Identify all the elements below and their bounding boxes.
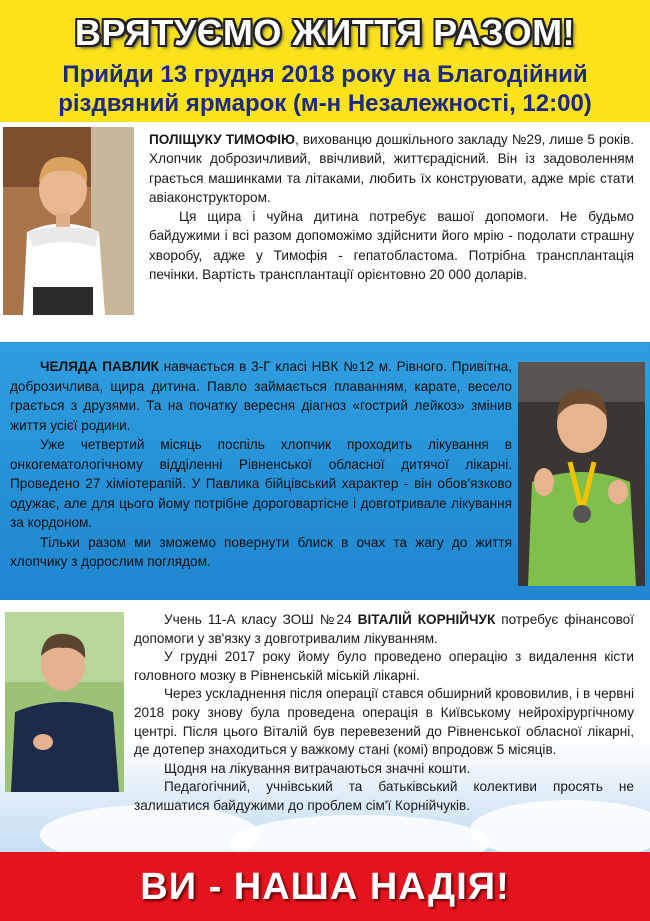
story-paragraph: , вихованцю дошкільного закладу №29, лише 5 років. Хлопчик доброзичливий, ввічливий, життєрадісний. Він із задоволенням грається машинками та літаками, любить їх конструювати, адже мріє стати авіаконструктором. — [149, 132, 634, 205]
story-paragraph: Ця щира і чуйна дитина потребує вашої допомоги. Не будьмо байдужими і всі разом допоможімо здійснити його мрію - подолати страшну хворобу, адже у Тимофія - гепатобластома. Потрібна трансплантація печінки. Вартість трансплантації орієнтовно 20 000 доларів. — [149, 209, 634, 283]
photo-pavlyk — [518, 362, 645, 586]
footer-banner — [0, 852, 650, 921]
story-paragraph: У грудні 2017 року йому було проведено операцію з видалення кісти головного мозку в Рівненській міській лікарні. — [134, 649, 634, 683]
headline: ВРЯТУЄМО ЖИТТЯ РАЗОМ! — [74, 12, 576, 53]
story-paragraph: потребує фінансової допомоги у зв'язку з довготривалим лікуванням. — [134, 612, 635, 646]
footer-slogan: ВИ - НАША НАДІЯ! — [140, 866, 510, 908]
child-name: ВІТАЛІЙ КОРНІЙЧУК — [357, 612, 496, 627]
story-paragraph: Уже четвертий місяць поспіль хлопчик проходить лікування в онкогематологічному відділенні Рівненської обласної дитячої лікарні. Проведено 27 хіміотерапій. У Павлика бійцівський характер - він обов'язково одужає, але для цього йому потрібне дороговартісне і довготривале лікування за кордоном. — [10, 437, 512, 530]
header-banner — [0, 0, 650, 122]
story-paragraph: Через ускладнення після операції стався обширний крововилив, і в червні 2018 року знову була проведена операція в Київському нейрохірургічному центрі. Після цього Віталій був перевезений до Рівненської обласної лікарні, де дотепер знаходиться у важкому стані (комі) впродовж 5 місяців. — [134, 686, 634, 758]
photo-timofii — [3, 127, 134, 315]
story-vitalii — [134, 611, 634, 816]
event-line-1: Прийди 13 грудня 2018 року на Благодійний — [62, 61, 588, 88]
event-announcement — [20, 60, 630, 118]
child-name: ЧЕЛЯДА ПАВЛИК — [40, 359, 159, 374]
story-pavlyk — [10, 357, 512, 572]
photo-vitalii — [5, 612, 124, 792]
story-paragraph: Педагогічний, учнівський та батьківський колективи просять не залишатися байдужими до проблем сім'ї Корнійчуків. — [134, 779, 634, 813]
child-name: ПОЛІЩУКУ ТИМОФІЮ — [149, 132, 296, 147]
story-paragraph: навчається в 3-Г класі НВК №12 м. Рівного. Привітна, доброзичлива, щира дитина. Павло займається плаванням, карате, весело грається з друзями. Та на початку вересня діагноз «гострий лейкоз» змінив життя усієї родини. — [10, 359, 512, 433]
story-paragraph: Тільки разом ми зможемо повернути блиск в очах та жагу до життя хлопчику з дорослим поглядом. — [10, 534, 512, 569]
story-paragraph: Щодня на лікування витрачаються значні кошти. — [164, 760, 471, 776]
event-line-2: різдвяний ярмарок (м-н Незалежності, 12:00) — [58, 90, 592, 117]
story-paragraph: Учень 11-А класу ЗОШ №24 — [164, 612, 358, 627]
story-timofii — [149, 130, 634, 284]
